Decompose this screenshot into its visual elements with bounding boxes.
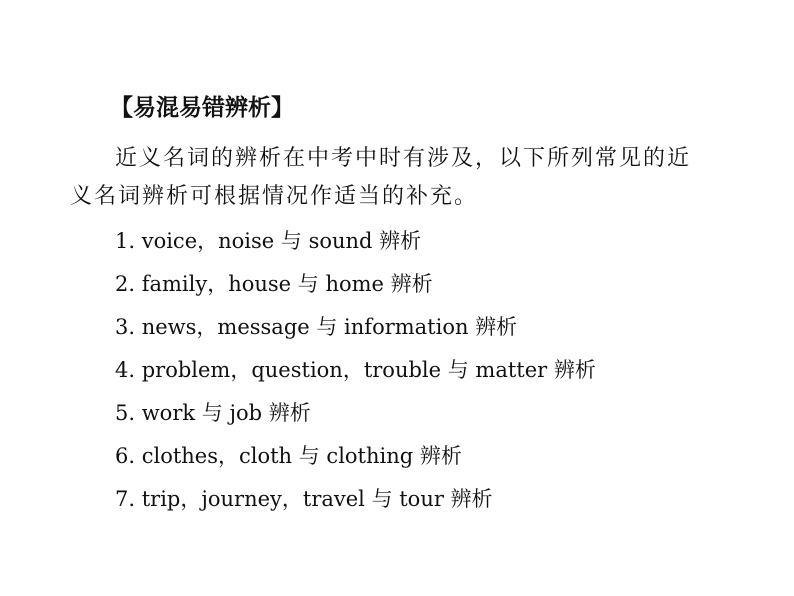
intro-line-1: 近义名词的辨析在中考中时有涉及，以下所列常见的近 xyxy=(115,146,692,171)
list-item: 4. problem，question，trouble 与 matter 辨析 xyxy=(115,358,596,382)
intro-paragraph xyxy=(70,140,750,216)
list-item: 5. work 与 job 辨析 xyxy=(115,401,311,425)
intro-line-2: 义名词辨析可根据情况作适当的补充。 xyxy=(70,184,479,209)
list-item: 3. news，message 与 information 辨析 xyxy=(115,315,518,339)
list-item: 2. family，house 与 home 辨析 xyxy=(115,272,433,296)
list-item: 7. trip，journey，travel 与 tour 辨析 xyxy=(115,487,493,511)
topic-list xyxy=(115,222,596,523)
list-item: 1. voice，noise 与 sound 辨析 xyxy=(115,229,422,253)
list-item: 6. clothes，cloth 与 clothing 辨析 xyxy=(115,444,462,468)
section-heading: 【易混易错辨析】 xyxy=(110,95,294,121)
